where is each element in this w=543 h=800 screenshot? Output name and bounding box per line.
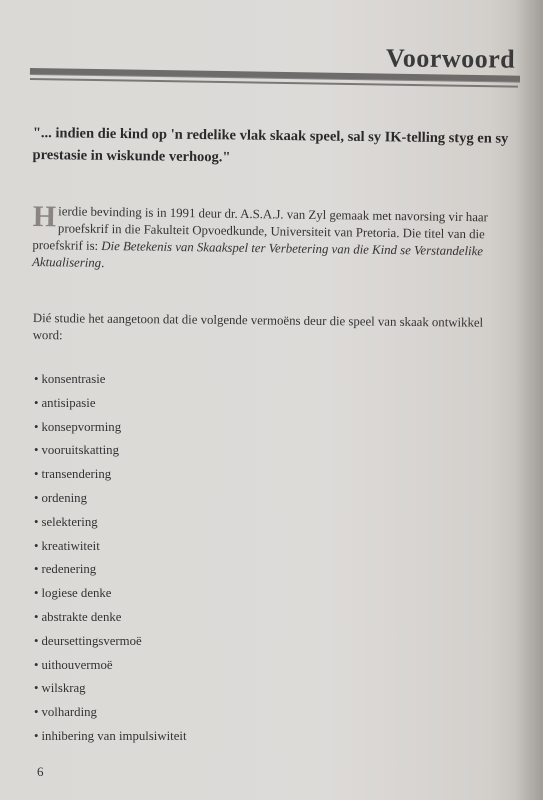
list-item: [34, 537, 187, 561]
list-item: [34, 703, 187, 727]
bullet-dot: •: [34, 443, 39, 458]
page-number: 6: [37, 764, 44, 779]
list-item-text: konsentrasie: [41, 372, 106, 386]
list-item: [34, 441, 187, 465]
list-item: [34, 465, 187, 489]
list-item-text: inhibering van impulsiwiteit: [41, 728, 187, 743]
bullet-dot: •: [34, 372, 39, 386]
list-item-text: transendering: [41, 467, 112, 482]
drop-cap: H: [32, 200, 57, 234]
list-item-text: uithouvermoë: [41, 657, 113, 672]
list-item-text: ordening: [41, 490, 87, 505]
bullet-dot: •: [34, 681, 39, 696]
abilities-list: [34, 370, 187, 751]
page-title: Voorwoord: [385, 43, 516, 74]
bullet-dot: •: [34, 490, 39, 505]
bullet-dot: •: [34, 633, 39, 648]
list-item: [34, 394, 187, 418]
bullet-dot: •: [34, 728, 39, 743]
list-item: [34, 370, 187, 394]
list-item: [34, 679, 187, 703]
list-item: [34, 656, 187, 680]
intro-paragraph-text: ierdie bevinding is in 1991 deur dr. A.S.A.J. van Zyl gemaak met navorsing vir haar proefskrif in die Fakulteit Opvoedkunde, Universiteit van Pretoria. Die titel van die proefskrif is:: [32, 204, 488, 253]
bullet-dot: •: [34, 609, 39, 624]
list-item: [34, 513, 187, 537]
list-item-text: deursettingsvermoë: [41, 633, 142, 648]
list-item-text: vooruitskatting: [41, 443, 119, 458]
thesis-title: Die Betekenis van Skaakspel ter Verbetering van die Kind se Verstandelike Aktualisering: [32, 238, 484, 270]
bullet-dot: •: [34, 657, 39, 672]
list-item: [34, 727, 187, 751]
bullet-dot: •: [34, 705, 39, 720]
bullet-dot: •: [34, 514, 39, 529]
list-item-text: konsepvorming: [41, 419, 122, 434]
list-item-text: kreatiwiteit: [41, 538, 100, 553]
list-item: [34, 632, 187, 656]
opening-quote: "... indien die kind op 'n redelike vlak skaak speel, sal sy IK-telling styg en sy prestasie in wiskunde verhoog.": [32, 124, 509, 166]
list-item-text: selektering: [41, 514, 98, 529]
bullet-dot: •: [34, 562, 39, 577]
list-item-text: volharding: [41, 705, 97, 720]
bullet-dot: •: [34, 467, 39, 482]
list-item: [34, 489, 187, 513]
study-paragraph: Dié studie het aangetoon dat die volgende vermoëns deur die speel van skaak ontwikkel word:: [32, 310, 484, 343]
list-item: [34, 418, 187, 442]
list-item-text: antisipasie: [41, 395, 96, 410]
list-item-text: wilskrag: [41, 681, 86, 696]
list-item-text: abstrakte denke: [41, 609, 122, 624]
bullet-dot: •: [34, 419, 39, 434]
intro-paragraph: [32, 200, 515, 278]
list-item: [34, 608, 187, 632]
bullet-dot: •: [34, 395, 39, 410]
list-item: [34, 584, 187, 608]
list-item-text: logiese denke: [41, 586, 112, 601]
intro-paragraph-end: .: [101, 255, 105, 271]
bullet-dot: •: [34, 538, 39, 553]
bullet-dot: •: [34, 586, 39, 601]
list-item-text: redenering: [41, 562, 97, 577]
list-item: [34, 560, 187, 584]
